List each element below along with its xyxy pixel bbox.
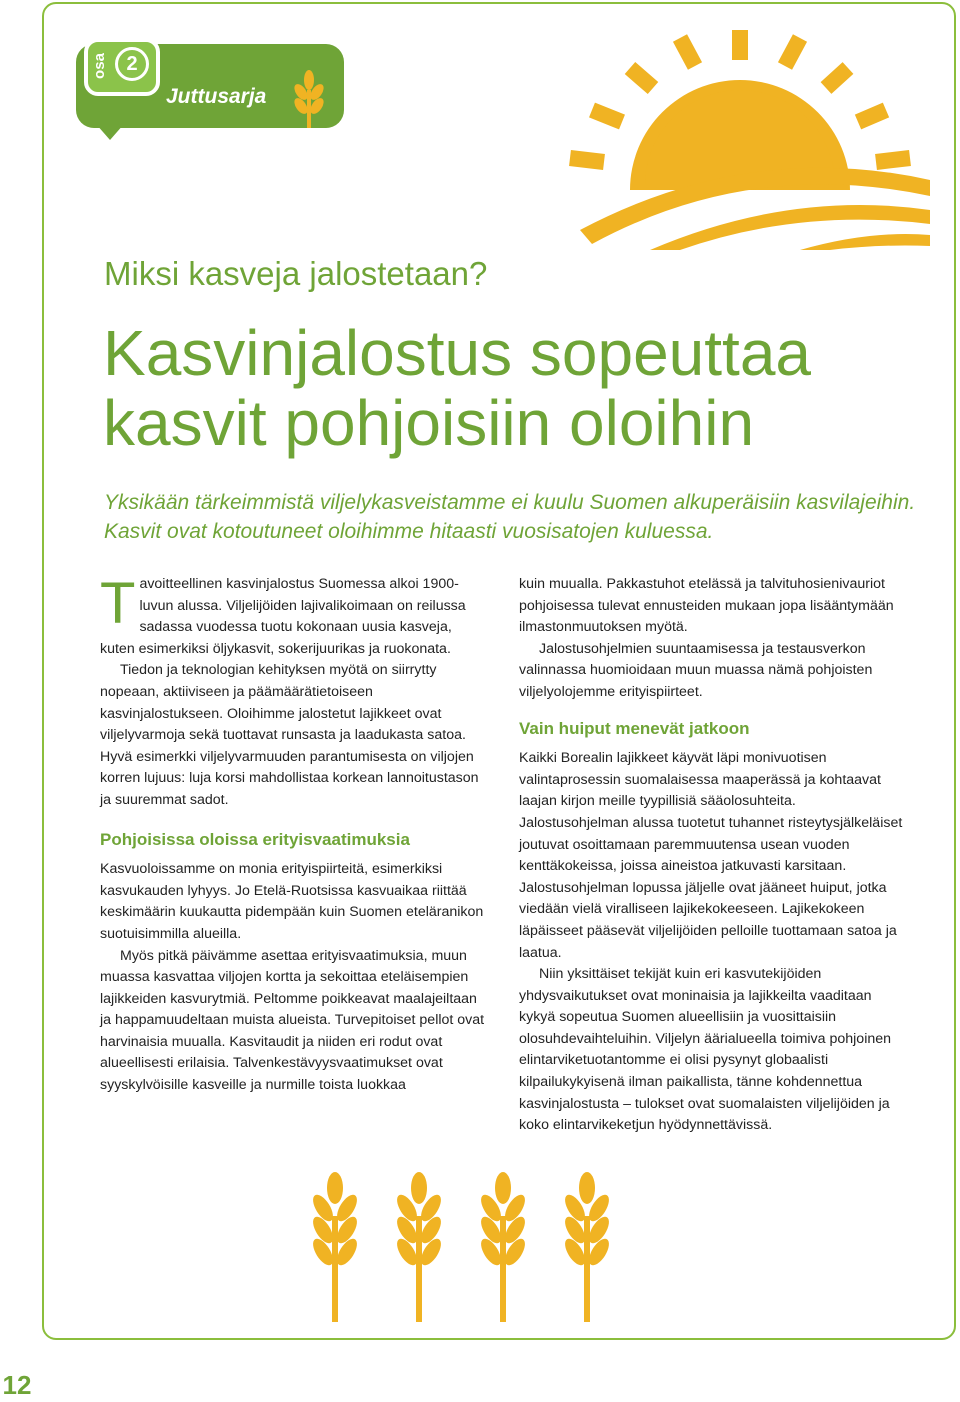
left-paragraph-1-text: avoitteellinen kasvinjalostus Suomessa alkoi 1900-luvun alussa. Viljelijöiden lajivalikoimaan on reilussa sadassa vuodessa tuotu kokonaan uusia kasveja, kuten esimerkiksi öljykasvit, sokerijuurikas ja ruokonata. bbox=[100, 576, 466, 657]
title-line-1: Kasvinjalostus sopeuttaa bbox=[103, 317, 811, 389]
page-title bbox=[103, 318, 923, 458]
left-paragraph-1 bbox=[100, 571, 488, 660]
wheat-row-illustration bbox=[300, 1172, 660, 1322]
badge-label: Juttusarja bbox=[166, 85, 267, 108]
drop-cap: T bbox=[100, 571, 136, 636]
badge-osa-label: osa bbox=[90, 53, 108, 79]
title-line-2: kasvit pohjoisiin oloihin bbox=[103, 387, 755, 459]
badge-tail bbox=[96, 124, 124, 140]
wheat-icon bbox=[393, 1172, 445, 1322]
left-paragraph-4: Myös pitkä päivämme asettaa erityisvaatimuksia, muun muassa kasvattaa viljojen kortta ja sekoittaa eteläisempien lajikkeiden kasvurytmiä. Peltomme poikkeavat maalajeiltaan ja happamuudeltaan muista alueista. Turvepitoiset pellot ovat harvinaisia muualla. Kasvitaudit ja niiden eri rodut ovat alueellisesti erilaisia. Talvenkestävyysvaatimukset ovat syyskylvöisille kasveille ja nurmille toista luokkaa bbox=[100, 947, 485, 1094]
wheat-icon bbox=[284, 70, 334, 128]
right-paragraph-1: kuin muualla. Pakkastuhot etelässä ja talvituhosienivauriot pohjoisessa tulevat ennusteiden mukaan jopa lisääntymään ilmastonmuutoksen myötä. bbox=[519, 576, 894, 636]
page-number: 12 bbox=[2, 1370, 32, 1400]
right-paragraph-4: Niin yksittäiset tekijät kuin eri kasvutekijöiden yhdysvaikutukset ovat moninaisia ja lajikkeilta vaaditaan kykyä sopeutua Suomen alueellisiin ja vuosittaisiin olosuhdevaihteluihin. Viljelyn äärialueella toimiva pohjoinen elintarviketuotantomme ei olisi pysynyt globaalisti kilpailukykyisenä ilman paikallista, tänne kohdennettua kasvinjalostusta – tulokset ovat suomalaisten viljelijöiden ja koko elintarvikeketjun hyödynnettävissä. bbox=[519, 966, 892, 1134]
left-column bbox=[100, 571, 488, 1097]
wheat-icon bbox=[309, 1172, 361, 1322]
left-paragraph-2: Tiedon ja teknologian kehityksen myötä on siirrytty nopeaan, aktiiviseen ja päämäärätietoiseen kasvinjalostukseen. Oloihimme jalostetut lajikkeet ovat viljelyvarmoja sekä tuottavat runsasta ja laadukasta satoa. Hyvä esimerkki viljelyvarmuuden parantumisesta on viljojen korren lujuus: luja korsi mahdollistaa korkean lannoitustason ja suuremmat sadot. bbox=[100, 662, 479, 808]
section-heading-1: Pohjoisissa oloissa erityisvaatimuksia bbox=[100, 829, 410, 849]
left-paragraph-3: Kasvuoloissamme on monia erityispiirteitä, esimerkiksi kasvukauden lyhyys. Jo Etelä-Ruotsissa kasvuaikaa riittää keskimäärin kuukautta pidempään kuin Suomen eteläranikon suotuisimmilla alueilla. bbox=[100, 861, 484, 942]
badge-number: 2 bbox=[115, 47, 149, 81]
right-paragraph-2: Jalostusohjelmien suuntaamisessa ja testausverkon valinnassa huomioidaan muun muassa nämä pohjoisten viljelyolojemme erityispiirteet. bbox=[519, 640, 873, 700]
lead-paragraph: Yksikään tärkeimmistä viljelykasveistamme ei kuulu Suomen alkuperäisiin kasvilajeihin. Kasvit ovat kotoutuneet oloihimme hitaasti vuosisatojen kuluessa. bbox=[104, 491, 916, 543]
right-column bbox=[519, 574, 907, 1137]
wheat-icon bbox=[561, 1172, 613, 1322]
kicker: Miksi kasveja jalostetaan? bbox=[104, 255, 488, 292]
section-heading-2: Vain huiput menevät jatkoon bbox=[519, 718, 750, 738]
wheat-icon bbox=[477, 1172, 529, 1322]
right-paragraph-3: Kaikki Borealin lajikkeet käyvät läpi monivuotisen valintaprosessin suomalaisessa maaperässä ja kohtaavat laajan kirjon meille tyypillisiä sääolosuhteita. Jalostusohjelman alussa tuotetut tuhannet risteytysjälkeläiset joutuvat osoittamaan paremmuutensa usean vuoden kenttäkokeissa, joissa aineistoa jatkuvasti karsitaan. Jalostusohjelman lopussa jäljelle ovat jääneet huiput, jotka viedään vielä viralliseen lajikekokeeseen. Lajikekokeen läpäisseet pääsevät viljelijöiden pelloille tuottamaan satoa ja laatua. bbox=[519, 750, 903, 961]
sun-field-illustration bbox=[530, 30, 930, 250]
